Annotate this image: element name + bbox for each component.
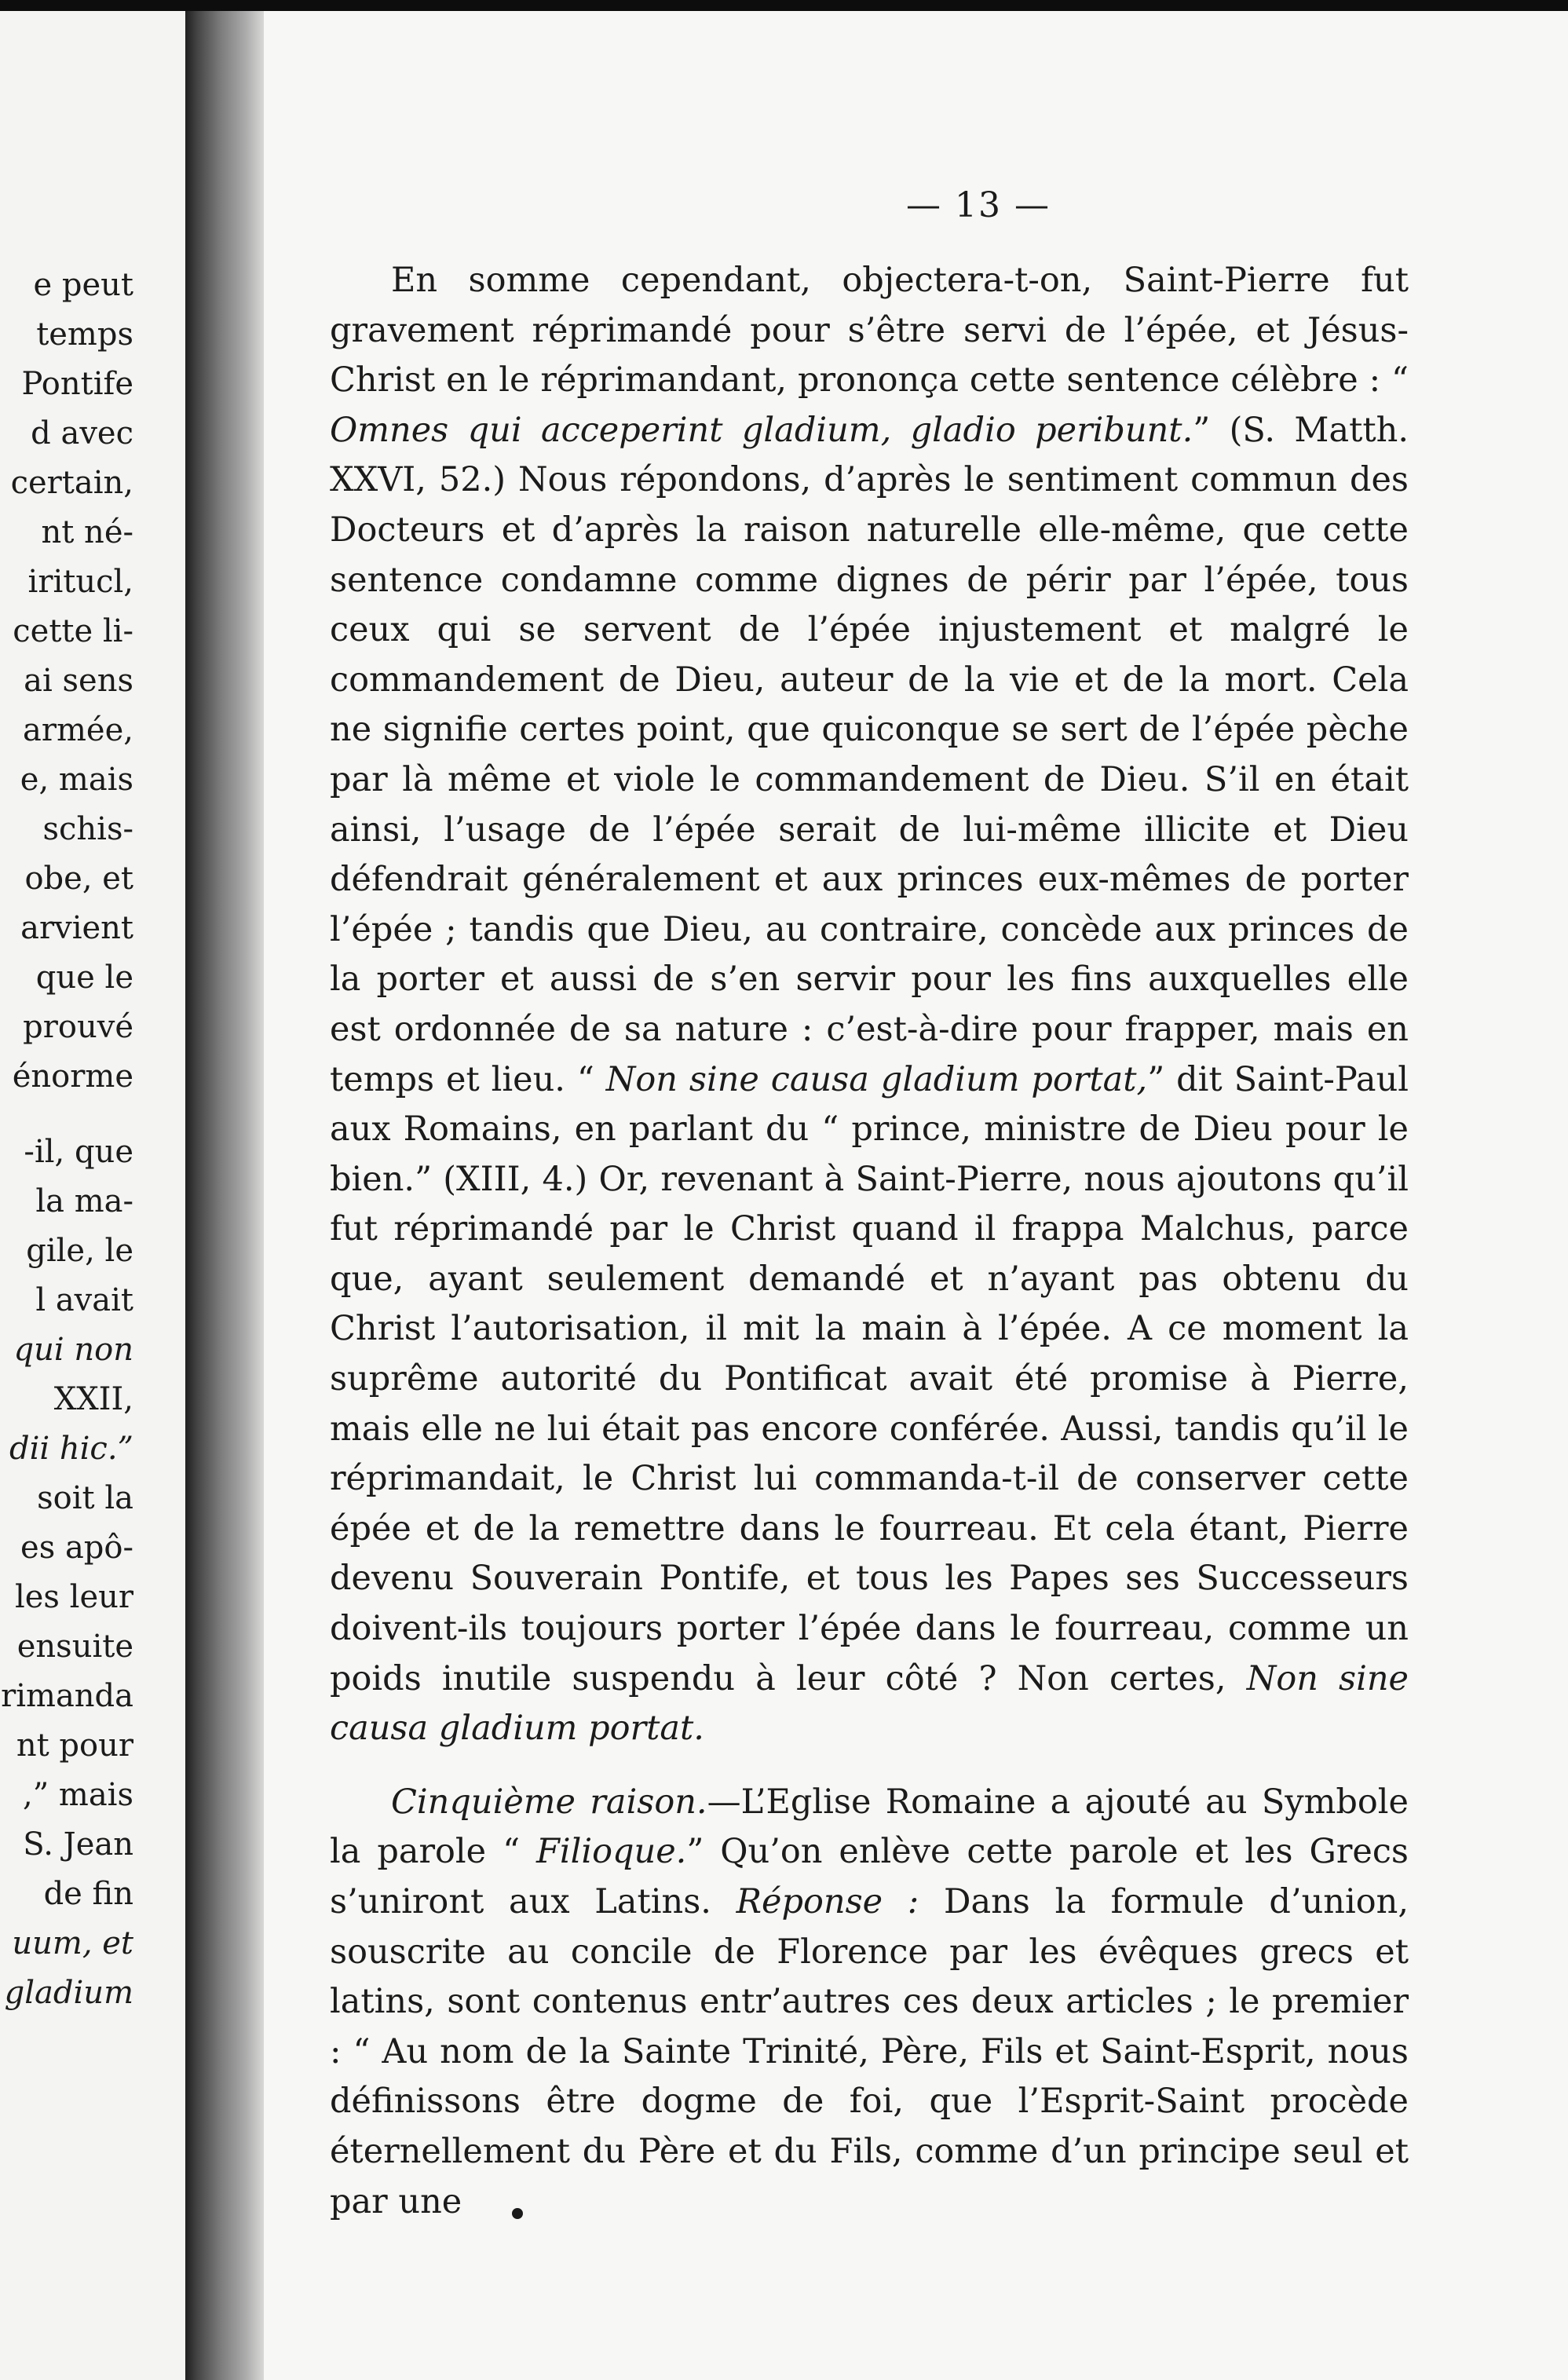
left-page-line: obe, et	[24, 861, 133, 897]
left-page-line: d avec	[31, 415, 133, 452]
text-run: Dans la formule d’union, souscrite au concile de Florence par les évêques grecs et latins, sont contenus entr’autres ces deux articles ; le premier : “ Au nom de la Sainte Trinité, Père, Fils et Saint-Esprit, nous définissons être dogme de foi, que l’Esprit-Saint procède éternellement du Père et du Fils, comme d’un principe seul et par une	[330, 1882, 1409, 2221]
left-page-line: iritucl,	[27, 564, 133, 600]
text-run: —L’Eglise Romaine a ajouté au Symbole la parole “	[330, 1782, 1409, 1872]
left-page-line: uum, et	[12, 1925, 133, 1961]
italic-text-run: Réponse :	[736, 1882, 919, 1921]
italic-text-run: Cinquième raison.	[391, 1782, 707, 1822]
left-page-line: nt pour	[16, 1727, 133, 1764]
left-page-line: schis-	[42, 811, 133, 847]
left-page-line: e peut	[33, 267, 133, 303]
left-page-line: gile, le	[26, 1233, 133, 1269]
left-page-line: l avait	[35, 1282, 133, 1318]
left-page-line: qui non	[13, 1332, 133, 1368]
text-run: ” (S. Matth. XXVI, 52.) Nous répondons, d’après le sentiment commun des Docteurs et d’après la raison naturelle elle-même, que cette sentence condamne comme dignes de périr par l’épée, tous ceux qui se servent de l’épée injustement et malgré le commandement de Dieu, auteur de la vie et de la mort. Cela ne signifie certes point, que quiconque se sert de l’épée pèche par là même et viole le commandement de Dieu. S’il en était ainsi, l’usage de l’épée serait de lui-même illicite et Dieu défendrait généralement et aux princes eux-mêmes de porter l’épée ; tandis que Dieu, au contraire, concède aux princes de la porter et aussi de s’en servir pour les fins auxquelles elle est ordonnée de sa nature : c’est-à-dire pour frapper, mais en temps et lieu. “	[330, 410, 1409, 1099]
left-page-line: les leur	[14, 1579, 133, 1615]
left-page-line: XXII,	[53, 1381, 133, 1417]
left-page-line: rimanda	[1, 1678, 133, 1714]
right-page	[264, 11, 1568, 2380]
body-text	[330, 256, 1409, 2227]
left-page-line: e, mais	[20, 762, 133, 798]
left-page-line: énorme	[12, 1058, 133, 1095]
left-page-line: Pontife	[21, 366, 133, 402]
page-number: — 13 —	[906, 185, 1051, 225]
left-page-line: certain,	[10, 465, 133, 501]
paragraph-2	[330, 1778, 1409, 2227]
left-page-line: temps	[36, 316, 133, 353]
left-page-line: gladium	[4, 1975, 133, 2011]
left-page-fragment	[0, 11, 185, 2380]
text-run: En somme cependant, objectera-t-on, Saint-Pierre fut gravement réprimandé pour s’être servi de l’épée, et Jésus-Christ en le réprimandant, prononça cette sentence célèbre : “	[330, 261, 1409, 400]
left-page-line: prouvé	[23, 1009, 133, 1045]
left-page-line: ensuite	[16, 1629, 133, 1665]
italic-text-run: Filioque.	[536, 1832, 687, 1872]
left-page-lines	[0, 261, 185, 2018]
left-page-line: ai sens	[24, 663, 133, 699]
text-run: ” Qu’on enlève cette parole et les Grecs s’uniront aux Latins.	[330, 1832, 1409, 1921]
ink-dot	[512, 2208, 523, 2219]
left-page-line: S. Jean	[23, 1826, 133, 1863]
left-page-line: que le	[35, 960, 133, 996]
left-page-line: soit la	[37, 1480, 133, 1516]
left-page-line: la ma-	[35, 1183, 133, 1219]
italic-text-run: Omnes qui acceperint gladium, gladio peribunt.	[330, 410, 1193, 450]
left-page-line: -il, que	[24, 1134, 133, 1170]
left-page-line: nt né-	[41, 514, 133, 550]
left-page-line: ,” mais	[23, 1777, 133, 1813]
left-page-line: cette li-	[13, 613, 133, 649]
italic-text-run: Non sine causa gladium portat,	[605, 1059, 1148, 1099]
text-run: ” dit Saint-Paul aux Romains, en parlant du “ prince, ministre de Dieu pour le bien.” (XIII, 4.) Or, revenant à Saint-Pierre, nous ajoutons qu’il fut réprimandé par le Christ quand il frappa Malchus, parce que, ayant seulement demandé et n’ayant pas obtenu du Christ l’autorisation, il mit la main à l’épée. A ce moment la suprême autorité du Pontificat avait été promise à Pierre, mais elle ne lui était pas encore conférée. Aussi, tandis qu’il le réprimandait, le Christ lui commanda-t-il de conserver cette épée et de la remettre dans le fourreau. Et cela étant, Pierre devenu Souverain Pontife, et tous les Papes ses Successeurs doivent-ils toujours porter l’épée dans le fourreau, comme un poids inutile suspendu à leur côté ? Non certes,	[330, 1059, 1409, 1698]
left-page-line: armée,	[23, 712, 133, 748]
paragraph-1	[330, 256, 1409, 1754]
left-page-line: dii hic.”	[9, 1431, 133, 1467]
left-page-line: de fin	[43, 1876, 133, 1912]
top-border	[0, 0, 1568, 11]
book-gutter-shadow	[185, 11, 264, 2380]
left-page-line: arvient	[20, 910, 133, 946]
left-page-line: es apô-	[20, 1530, 133, 1566]
italic-text-run: Non sine causa gladium portat.	[330, 1658, 1409, 1749]
